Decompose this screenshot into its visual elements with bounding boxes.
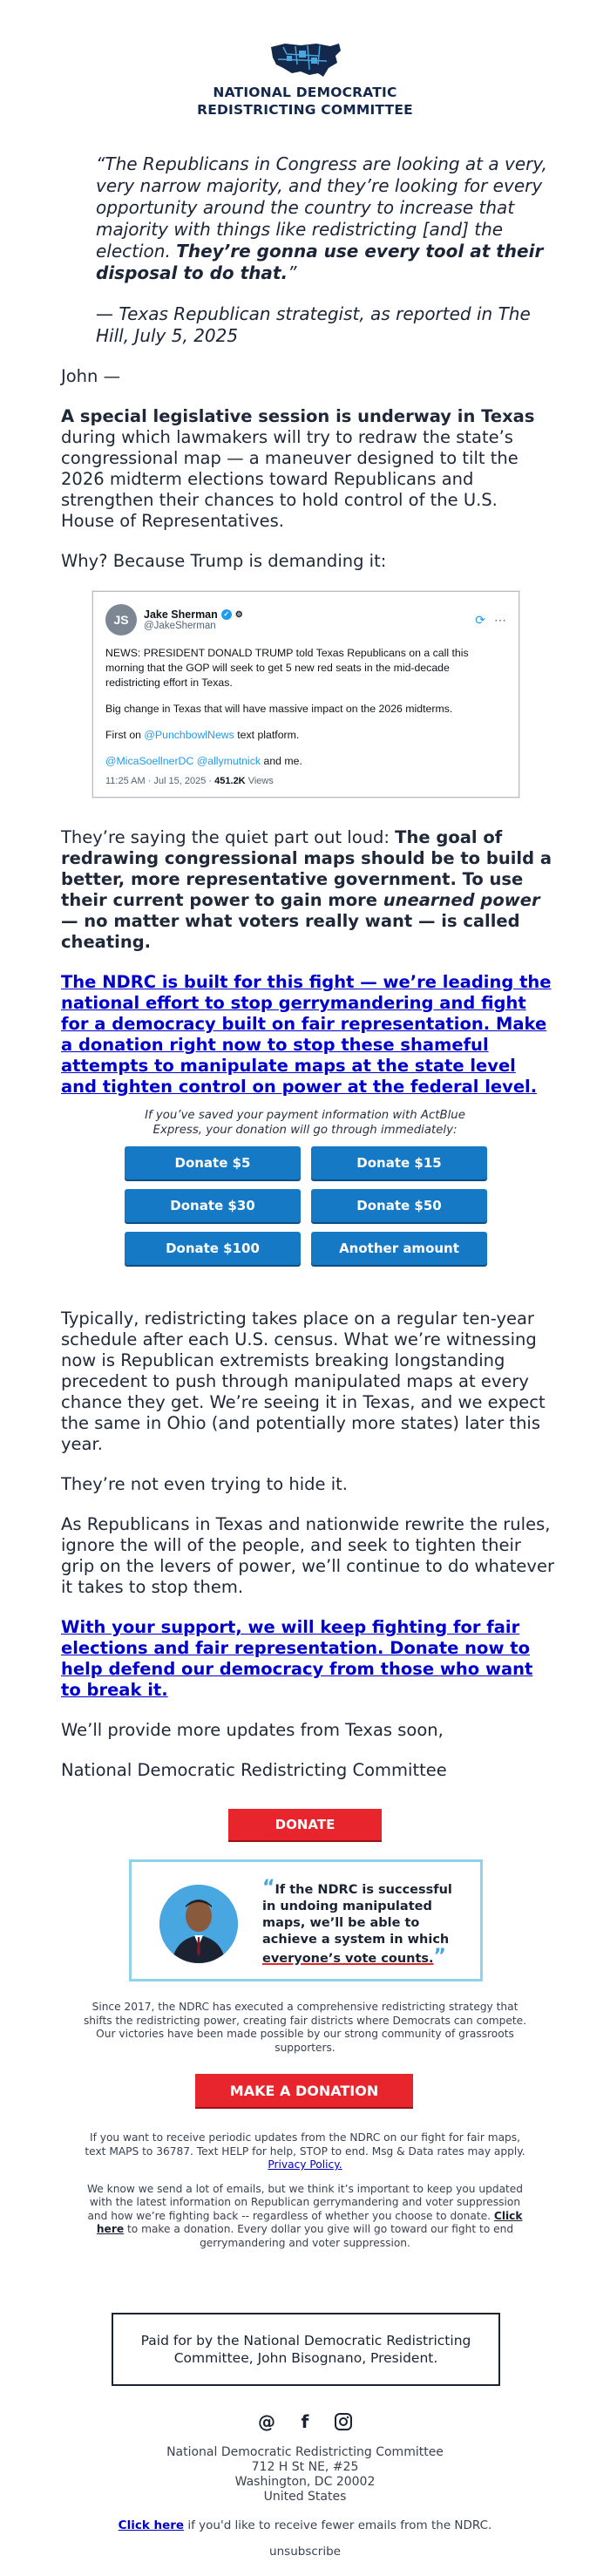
facebook-icon[interactable]: f [301,2411,309,2432]
mention-link[interactable]: @allymutnick [196,755,261,767]
privacy-policy-link[interactable]: Privacy Policy. [268,2158,342,2171]
email-frequency-text: We know we send a lot of emails, but we think it’s important to keep you updated with the latest information on Republican gerrymandering and voter suppression and how we’re fighting back -- regardless of whether you choose to donate. Click here to make a donation. Every dollar you give will go toward our fight to end gerrymandering and voter suppression. [86,2182,524,2249]
promo-quote-card[interactable] [129,1859,483,1981]
promo-quote-text: “If the NDRC is successful in undoing manipulated maps, we’ll be able to achieve a system in which everyone’s vote counts.” [262,1877,452,1968]
donate-appeal-link[interactable]: The NDRC is built for this fight — we’re leading the national effort to stop gerrymandering and fight for a democracy built on fair representation. Make a donation right now to stop these shameful attempts to manipulate maps at the state level and tighten control on power at the federal level. [61,972,552,1097]
sms-opt-in-text: If you want to receive periodic updates from the NDRC on our fight for fair maps, text MAPS to 36787. Text HELP for help, STOP to end. Msg & Data rates may apply. Privacy Policy. [85,2131,525,2171]
paragraph: Typically, redistricting takes place on a regular ten-year schedule after each U.S. census. What we’re witnessing now is Republican extremists breaking longstanding precedent to push through manipulated maps at every chance they get. We’re seeing it in Texas, and we expect the same in Ohio (and potentially more states) later this year. [61,1308,546,1454]
actblue-note: If you’ve saved your payment information with ActBlue Express, your donation will go through immediately: [145,1109,465,1137]
tweet-author-name[interactable]: Jake Sherman [144,608,218,621]
closing-line: We’ll provide more updates from Texas soon, [61,1720,444,1740]
paragraph: They’re not even trying to hide it. [61,1474,348,1494]
speaker-photo [159,1885,238,1963]
paragraph: Why? Because Trump is demanding it: [61,551,387,571]
refresh-icon[interactable]: ⟳ [475,612,485,627]
donate-buttons [125,1146,610,1265]
fewer-emails-line: Click here if you'd like to receive fewer emails from the NDRC. [118,2518,492,2532]
support-appeal-link[interactable]: With your support, we will keep fighting for fair elections and fair representation. Donate now to help defend our democracy from those who want to break it. [61,1617,533,1700]
donate-50-button[interactable]: Donate $50 [311,1189,487,1222]
avatar[interactable]: JS [105,604,137,636]
paid-for-disclaimer: Paid for by the National Democratic Redistricting Committee, John Bisognano, President. [112,2313,500,2386]
instagram-icon[interactable] [332,2410,355,2433]
header [0,0,610,119]
us-map-logo-icon [266,38,344,80]
donate-5-button[interactable]: Donate $5 [125,1146,301,1179]
affiliate-badge-icon: ⚙ [234,609,243,620]
quote-attribution: — Texas Republican strategist, as reported in The Hill, July 5, 2025 [96,303,531,346]
click-here-donate-link[interactable]: Click here [96,2209,523,2235]
verified-badge-icon: ✓ [221,609,232,620]
opening-quote: “The Republicans in Congress are looking at a very, very narrow majority, and they’re looking for every opportunity around the country to increase that majority with things like redistricting [and] the election. They’re gonna use every tool at their disposal to do that.” [96,153,547,283]
mention-link[interactable]: @MicaSoellnerDC [105,755,194,767]
donate-100-button[interactable]: Donate $100 [125,1232,301,1265]
unsubscribe-link[interactable]: unsubscribe [269,2545,341,2559]
social-links [0,2410,610,2433]
mention-link[interactable]: @PunchbowlNews [144,729,234,741]
letter-body [61,366,554,572]
greeting: John — [61,366,121,386]
fewer-emails-link[interactable]: Click here [118,2518,185,2532]
donate-other-amount-button[interactable]: Another amount [311,1232,487,1265]
mailing-address: National Democratic Redistricting Committee 712 H St NE, #25 Washington, DC 20002 United States [166,2445,444,2504]
paragraph: They’re saying the quiet part out loud: The goal of redrawing congressional maps should be to build a better, more representative government. To use their current power to gain more unearned power — no matter what voters really want — is called cheating. [61,827,552,952]
donate-15-button[interactable]: Donate $15 [311,1146,487,1179]
org-name: NATIONAL DEMOCRATIC REDISTRICTING COMMITTEE [197,85,413,118]
tweet-author-handle[interactable]: @JakeSherman [144,621,216,631]
embedded-tweet[interactable] [92,591,519,798]
donate-30-button[interactable]: Donate $30 [125,1189,301,1222]
tweet-meta: 11:25 AM · Jul 15, 2025 · 451.2K Views [105,776,274,786]
person-silhouette-icon [159,1885,238,1963]
make-a-donation-button[interactable]: MAKE A DONATION [195,2074,413,2107]
paragraph: As Republicans in Texas and nationwide rewrite the rules, ignore the will of the people, and seek to tighten their grip on the levers of power, we’ll continue to do whatever it takes to stop them. [61,1514,554,1597]
donate-button[interactable]: DONATE [228,1809,382,1840]
since-2017-text: Since 2017, the NDRC has executed a comprehensive redistricting strategy that shifts the redistricting power, creating fair districts where Democrats can compete. Our victories have been made possible by our strong community of grassroots supporters. [83,2001,527,2054]
paragraph: A special legislative session is underway in Texas during which lawmakers will try to redraw the state’s congressional map — a maneuver designed to tilt the 2026 midterm elections toward Republicans and strengthen their chances to hold control of the U.S. House of Representatives. [61,406,535,531]
signature: National Democratic Redistricting Committee [61,1760,447,1780]
threads-icon[interactable]: @ [258,2411,275,2432]
more-options-icon[interactable]: ⋯ [494,612,506,627]
tweet-text: NEWS: PRESIDENT DONALD TRUMP told Texas Republicans on a call this morning that the GOP will seek to get 5 new red seats in the mid-decade redistricting effort in Texas. Big change in Texas that will have massive impact on the 2026 midterms. First on @PunchbowlNews text platform. @MicaSoellnerDC @allymutnick and me. [105,647,469,767]
